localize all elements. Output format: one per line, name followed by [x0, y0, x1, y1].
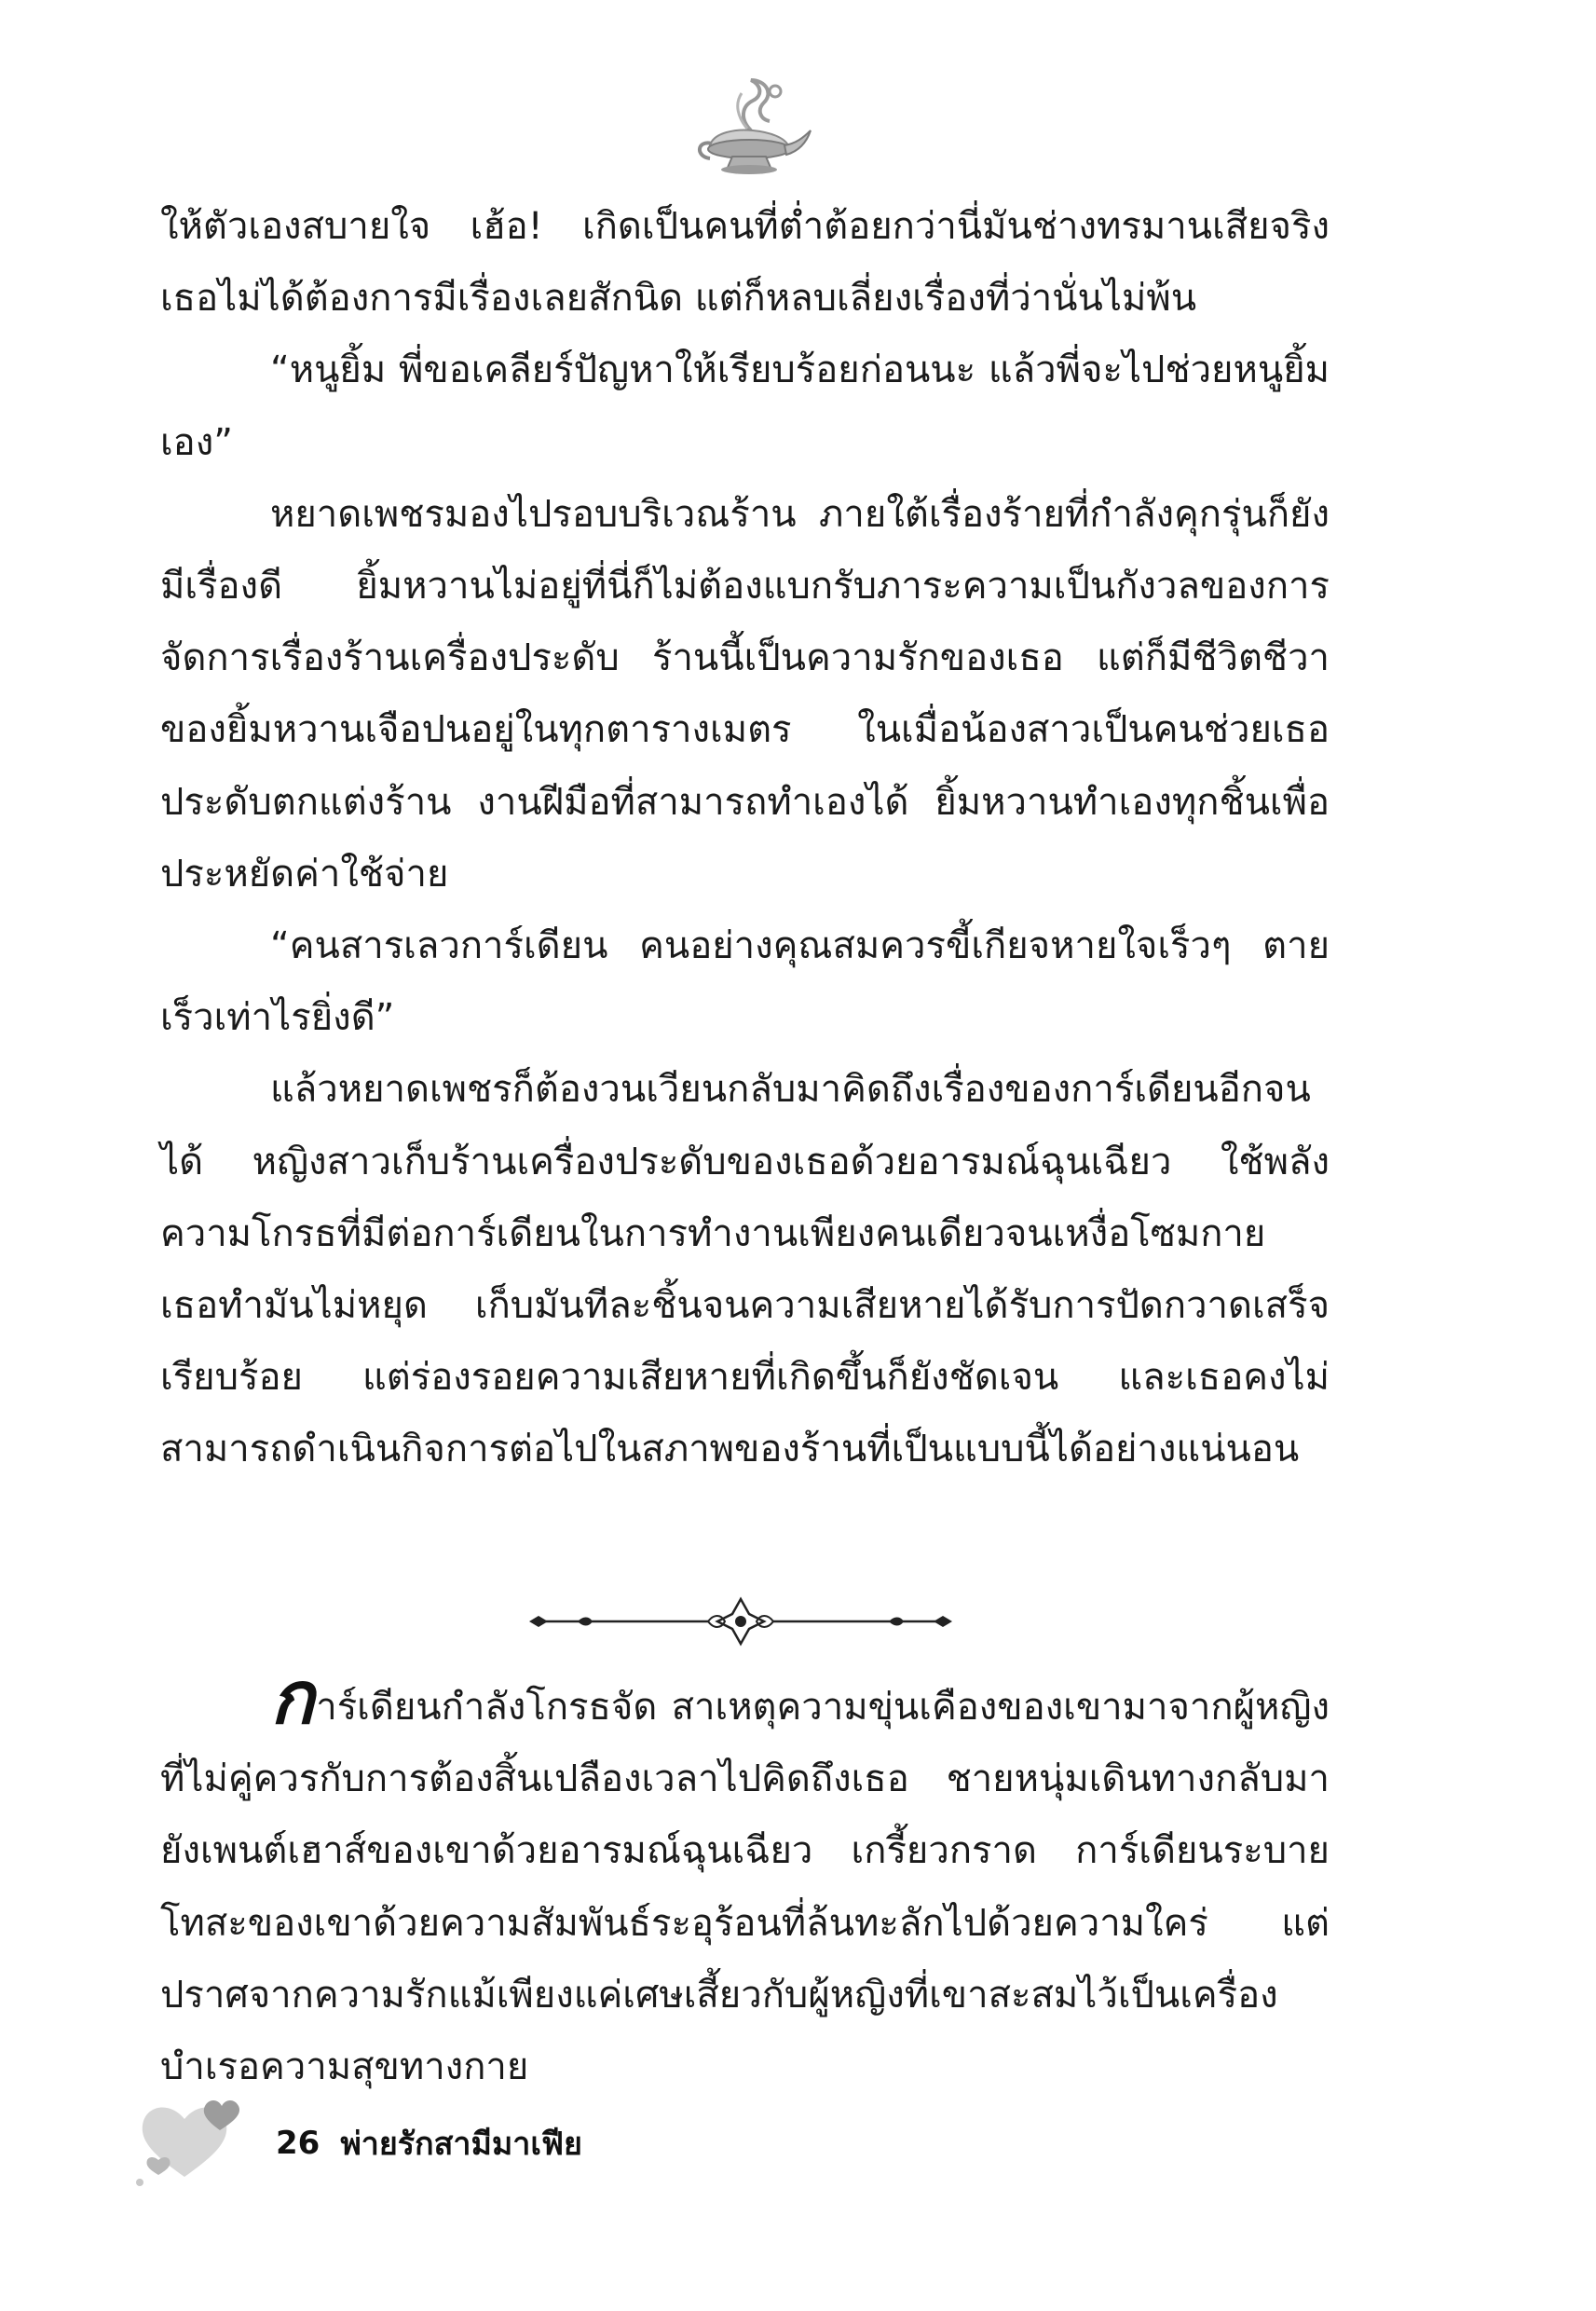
ornamental-divider-icon [522, 1593, 960, 1649]
paragraph-section-opening [160, 1657, 1330, 2103]
page-footer [276, 2115, 582, 2171]
paragraph-dialogue: “คนสารเลวการ์เดียน คนอย่างคุณสมควรขี้เกียจหายใจเร็วๆ ตายเร็วเท่าไรยิ่งดี” [160, 924, 1330, 1040]
paragraph-narration: หยาดเพชรมองไปรอบบริเวณร้าน ภายใต้เรื่องร้ายที่กำลังคุกรุ่นก็ยังมีเรื่องดี ยิ้มหวานไม่อยู่ที่นี่ก็ไม่ต้องแบกรับภาระความเป็นกังวลของการจัดการเรื่องร้านเครื่องประดับ ร้านนี้เป็นความรักของเธอ แต่ก็มีชีวิตชีวาของยิ้มหวานเจือปนอยู่ในทุกตารางเมตร ในเมื่อน้องสาวเป็นคนช่วยเธอประดับตกแต่งร้าน งานฝีมือที่สามารถทำเองได้ ยิ้มหวานทำเองทุกชิ้นเพื่อประหยัดค่าใช้จ่าย [160, 492, 1330, 896]
page-number: 26 [276, 2125, 321, 2162]
book-title: พ่ายรักสามีมาเฟีย [340, 2126, 582, 2163]
drop-cap: ก [270, 1657, 315, 1741]
paragraph-continuation: ให้ตัวเองสบายใจ เฮ้อ! เกิดเป็นคนที่ต่ำต้อยกว่านี่มันช่างทรมานเสียจริง เธอไม่ได้ต้องการมีเรื่องเลยสักนิด แต่ก็หลบเลี่ยงเรื่องที่ว่านั่นไม่พ้น [160, 205, 1330, 321]
new-section [160, 1657, 1330, 2103]
genie-lamp-icon [686, 73, 816, 185]
paragraph-narration: แล้วหยาดเพชรก็ต้องวนเวียนกลับมาคิดถึงเรื่องของการ์เดียนอีกจนได้ หญิงสาวเก็บร้านเครื่องประดับของเธอด้วยอารมณ์ฉุนเฉียว ใช้พลังความโกรธที่มีต่อการ์เดียนในการทำงานเพียงคนเดียวจนเหงื่อโซมกาย เธอทำมันไม่หยุด เก็บมันทีละชิ้นจนความเสียหายได้รับการปัดกวาดเสร็จเรียบร้อย แต่ร่องรอยความเสียหายที่เกิดขึ้นก็ยังชัดเจน และเธอคงไม่สามารถดำเนินกิจการต่อไปในสภาพของร้านที่เป็นแบบนี้ได้อย่างแน่นอน [160, 1068, 1330, 1471]
main-text [160, 191, 1330, 1486]
section-text: าร์เดียนกำลังโกรธจัด สาเหตุความขุ่นเคืองของเขามาจากผู้หญิงที่ไม่คู่ควรกับการต้องสิ้นเปลืองเวลาไปคิดถึงเธอ ชายหนุ่มเดินทางกลับมายังเพนต์เฮาส์ของเขาด้วยอารมณ์ฉุนเฉียว เกรี้ยวกราด การ์เดียนระบายโทสะของเขาด้วยความสัมพันธ์ระอุร้อนที่ล้นทะลักไปด้วยความใคร่ แต่ปราศจากความรักแม้เพียงแค่เศษเสี้ยวกับผู้หญิงที่เขาสะสมไว้เป็นเครื่องบำเรอความสุขทางกาย [160, 1686, 1330, 2089]
paragraph-dialogue: “หนูยิ้ม พี่ขอเคลียร์ปัญหาให้เรียบร้อยก่อนนะ แล้วพี่จะไปช่วยหนูยิ้มเอง” [160, 349, 1330, 464]
hearts-icon [130, 2087, 252, 2190]
